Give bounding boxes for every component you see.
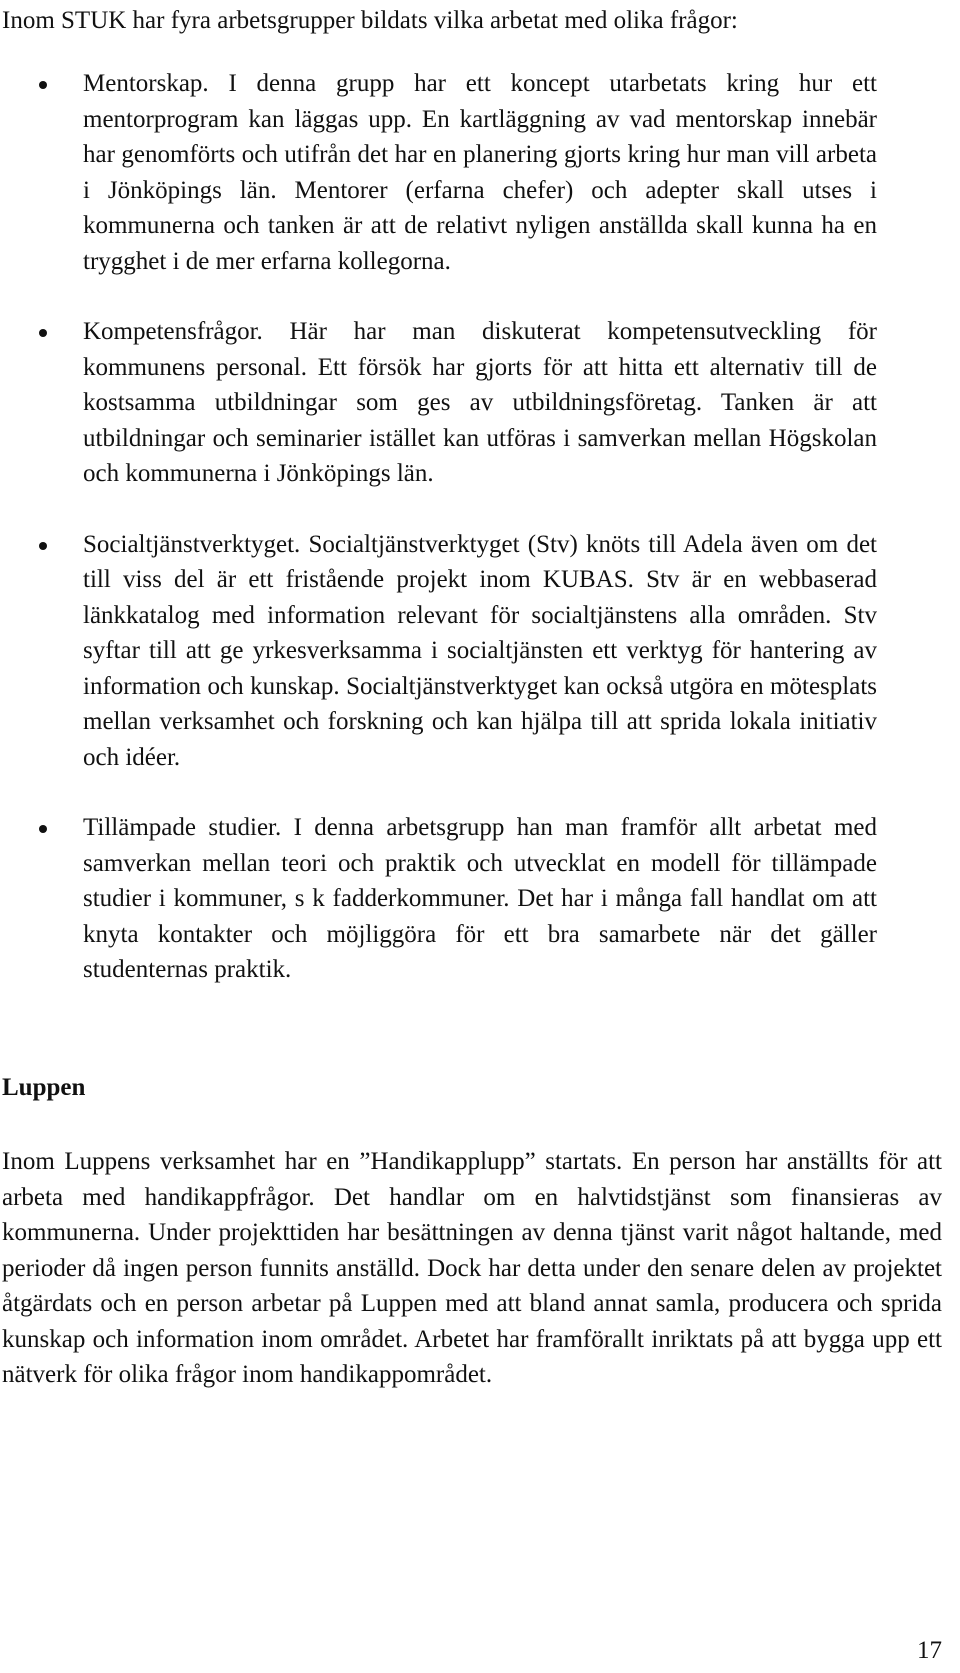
list-item xyxy=(0,314,877,492)
bullet-icon xyxy=(39,542,47,550)
list-item xyxy=(0,527,877,776)
bullet-icon xyxy=(39,81,47,89)
list-item-text: Mentorskap. I denna grupp har ett koncept utarbetats kring hur ett mentorprogram kan läggas upp. En kartläggning av vad mentorskap innebär har genomförts och utifrån det har en planering gjorts kring hur man vill arbeta i Jönköpings län. Mentorer (erfarna chefer) och adepter skall utses i kommunerna och tanken är att de relativt nyligen anställda skall kunna ha en trygghet i de mer erfarna kollegorna. xyxy=(83,70,877,275)
list-item xyxy=(0,810,877,988)
bullet-icon xyxy=(39,329,47,337)
list-item-text: Socialtjänstverktyget. Socialtjänstverktyget (Stv) knöts till Adela även om det till viss del är ett fristående projekt inom KUBAS. Stv är en webbaserad länkkatalog med information relevant för socialtjänstens alla områden. Stv syftar till att ge yrkesverksamma i socialtjänsten ett verktyg för hantering av information och kunskap. Socialtjänstverktyget kan också utgöra en mötesplats mellan verksamhet och forskning och kan hjälpa till att sprida lokala initiativ och idéer. xyxy=(83,530,877,771)
bullet-icon xyxy=(39,825,47,833)
working-groups-list xyxy=(0,66,960,988)
list-item-text: Tillämpade studier. I denna arbetsgrupp han man framför allt arbetat med samverkan mellan teori och praktik och utvecklat en modell för tillämpade studier i kommuner, s k fadderkommuner. Det har i många fall handlat om att knyta kontakter och möjliggöra för ett bra samarbete när det gäller studenternas praktik. xyxy=(83,814,877,983)
section-paragraph: Inom Luppens verksamhet har en ”Handikapplupp” startats. En person har anställts för att arbeta med handikappfrågor. Det handlar om en halvtidstjänst som finansieras av kommunerna. Under projekttiden har besättningen av denna tjänst varit något haltande, med perioder då ingen person funnits anställd. Dock har detta under den senare delen av projektet åtgärdats och en person arbetar på Luppen med att bland annat samla, producera och sprida kunskap och information inom området. Arbetet har framförallt inriktats på att bygga upp ett nätverk för olika frågor inom handikappområdet. xyxy=(2,1148,942,1388)
list-item-text: Kompetensfrågor. Här har man diskuterat kompetensutveckling för kommunens personal. Ett försök har gjorts för att hitta ett alternativ till de kostsamma utbildningar som ges av utbildningsföretag. Tanken är att utbildningar och seminarier istället kan utföras i samverkan mellan Högskolan och kommunerna i Jönköpings län. xyxy=(83,318,877,487)
intro-paragraph: Inom STUK har fyra arbetsgrupper bildats vilka arbetat med olika frågor: xyxy=(2,7,738,34)
list-item xyxy=(0,66,877,279)
section-heading: Luppen xyxy=(2,1074,86,1101)
page-number: 17 xyxy=(917,1637,942,1664)
